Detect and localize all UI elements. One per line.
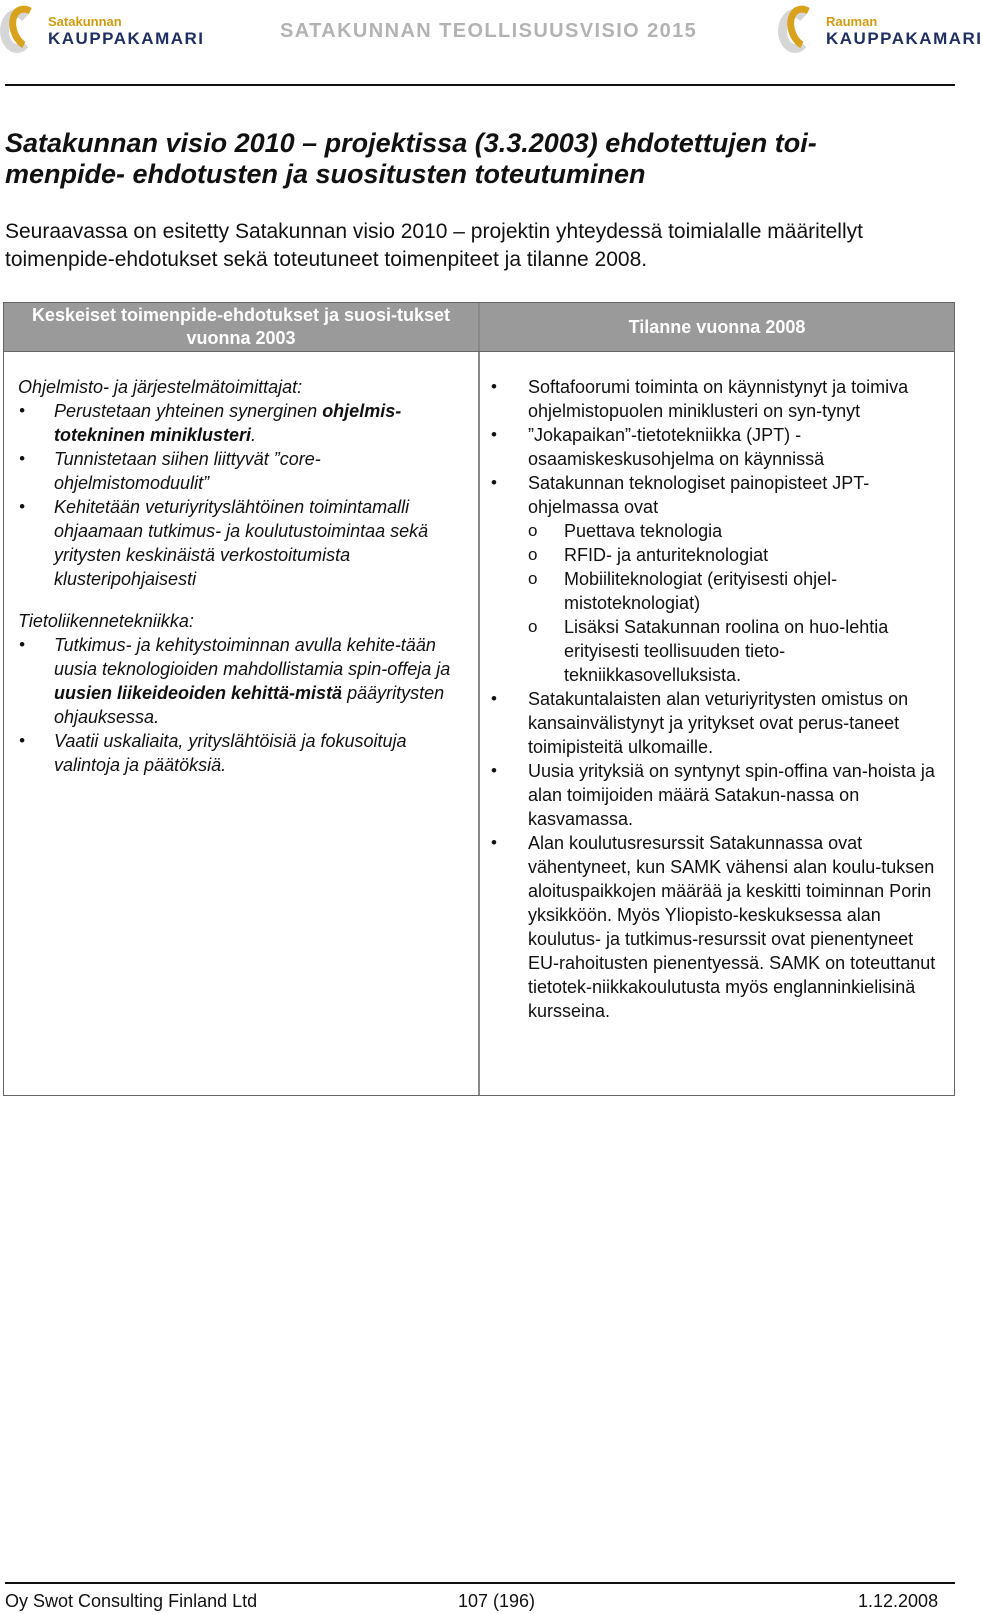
section-label-software: Ohjelmisto- ja järjestelmätoimittajat:	[18, 377, 303, 397]
footer-company: Oy Swot Consulting Finland Ltd	[5, 1591, 258, 1611]
rauman-kauppakamari-logo	[778, 2, 983, 60]
sub-bullet-icon: o	[528, 569, 538, 588]
sub-list-item	[490, 567, 938, 615]
sub-list-item-text: Puettava teknologia	[564, 521, 723, 541]
section-label-telecom: Tietoliikennetekniikka:	[18, 611, 194, 631]
list-item-text: Alan koulutusresurssit Satakunnassa ovat vähentyneet, kun SAMK vähensi alan koulu-tuksen aloituspaikkojen määrää ja keskitti toiminnan Porin yksikköön. Myös Yliopisto-keskuksessa alan koulutus- ja tutkimus-resurssit ovat pienentyneet EU-rahoitusten pienentyessä. SAMK on toteuttanut tietotek-niikkakoulutusta myös englanninkielisinä kursseina.	[528, 833, 936, 1021]
bullet-icon: •	[19, 731, 25, 750]
column-header-2003: Keskeiset toimenpide-ehdotukset ja suosi-tukset vuonna 2003	[4, 303, 478, 351]
sub-bullet-icon: o	[528, 521, 538, 540]
bullet-icon: •	[491, 833, 497, 852]
sub-list-item	[490, 615, 938, 687]
list-item-text: ”Jokapaikan”-tietotekniikka (JPT) - osaamiskeskusohjelma on käynnissä	[528, 425, 825, 469]
list-item-text: Perustetaan yhteinen synerginen	[54, 401, 323, 421]
bullet-icon: •	[491, 473, 497, 492]
logo-right-small-text: Rauman	[826, 14, 878, 29]
list-item	[490, 375, 938, 423]
technology-focus-list	[528, 519, 938, 687]
list-item	[18, 729, 468, 777]
list-item-text: Softafoorumi toiminta on käynnistynyt ja toimiva ohjelmistopuolen miniklusteri on syn-tynyt	[528, 377, 909, 421]
intro-paragraph: Seuraavassa on esitetty Satakunnan visio 2010 – projektin yhteydessä toimialalle määritellyt toimenpide-ehdotukset sekä toteutuneet toimenpiteet ja tilanne 2008.	[5, 220, 863, 271]
list-item-text: Vaatii uskaliaita, yrityslähtöisiä ja fokusoituja valintoja ja päätöksiä.	[54, 731, 407, 775]
satakunnan-kauppakamari-logo	[0, 2, 210, 60]
sub-list-item	[490, 519, 938, 543]
status-cell	[490, 375, 938, 1023]
logo-left-big-text: KAUPPAKAMARI	[48, 29, 205, 48]
bullet-icon: •	[19, 449, 25, 468]
list-item	[490, 759, 938, 831]
status-list	[490, 375, 938, 1023]
list-item	[490, 423, 938, 471]
list-item	[490, 687, 938, 759]
footer-page-number: 107 (196)	[458, 1591, 536, 1611]
list-item-bold-text: ohjelmis-totekninen miniklusteri	[54, 401, 402, 445]
page-heading: Satakunnan visio 2010 – projektissa (3.3.2003) ehdotettujen toi-menpide- ehdotusten ja suositusten toteutuminen	[5, 128, 817, 189]
bullet-icon: •	[19, 635, 25, 654]
bullet-icon: •	[19, 497, 25, 516]
software-proposals-list	[18, 399, 468, 591]
logo-mark-icon	[778, 3, 822, 59]
list-item	[490, 831, 938, 1023]
proposals-table	[3, 302, 955, 1096]
sub-list-item-text: Mobiiliteknologiat (erityisesti ohjel-mistoteknologiat)	[564, 569, 838, 613]
list-item-text: Tutkimus- ja kehitystoiminnan avulla kehite-tään uusia teknologioiden mahdollistamia spin-offeja ja	[54, 635, 451, 679]
list-item-text: .	[251, 425, 257, 445]
list-item-text: Tunnistetaan siihen liittyvät ”core-ohjelmistomoduulit”	[54, 449, 321, 493]
header-row-divider	[4, 351, 954, 352]
proposals-cell	[18, 375, 468, 777]
bullet-icon: •	[491, 377, 497, 396]
list-item	[18, 633, 468, 729]
list-item	[18, 399, 468, 447]
list-item	[18, 447, 468, 495]
footer-divider	[5, 1582, 955, 1584]
header-divider	[5, 84, 955, 86]
footer-date: 1.12.2008	[858, 1591, 939, 1611]
list-item	[490, 471, 938, 687]
logo-left-small-text: Satakunnan	[48, 14, 122, 29]
telecom-proposals-list	[18, 633, 468, 777]
column-divider	[478, 303, 480, 1095]
list-item	[18, 495, 468, 591]
column-header-2008: Tilanne vuonna 2008	[480, 303, 954, 351]
list-item-bold-text: uusien liikeideoiden kehittä-mistä	[54, 683, 343, 703]
list-item-text: pääyritysten ohjauksessa.	[54, 683, 445, 727]
document-header-title: SATAKUNNAN TEOLLISUUSVISIO 2015	[280, 20, 698, 42]
sub-bullet-icon: o	[528, 545, 538, 564]
list-item-text: Satakunnan teknologiset painopisteet JPT-ohjelmassa ovat	[528, 473, 870, 517]
list-item-text: Kehitetään veturiyrityslähtöinen toimintamalli ohjaamaan tutkimus- ja koulutustoimintaa sekä yritysten keskinäistä verkostoitumista klusteripohjaisesti	[54, 497, 429, 589]
list-item-text: Uusia yrityksiä on syntynyt spin-offina van-hoista ja alan toimijoiden määrä Satakun-nassa on kasvamassa.	[528, 761, 935, 829]
sub-list-item-text: RFID- ja anturiteknologiat	[564, 545, 769, 565]
sub-list-item	[490, 543, 938, 567]
list-item-text: Satakuntalaisten alan veturiyritysten omistus on kansainvälistynyt ja yritykset ovat perus-taneet toimipisteitä ulkomaille.	[528, 689, 909, 757]
bullet-icon: •	[491, 425, 497, 444]
logo-right-big-text: KAUPPAKAMARI	[826, 29, 983, 48]
bullet-icon: •	[491, 689, 497, 708]
bullet-icon: •	[19, 401, 25, 420]
sub-bullet-icon: o	[528, 617, 538, 636]
logo-mark-icon	[0, 3, 44, 59]
sub-list-item-text: Lisäksi Satakunnan roolina on huo-lehtia erityisesti teollisuuden tieto-tekniikkasovelluksista.	[564, 617, 889, 685]
bullet-icon: •	[491, 761, 497, 780]
